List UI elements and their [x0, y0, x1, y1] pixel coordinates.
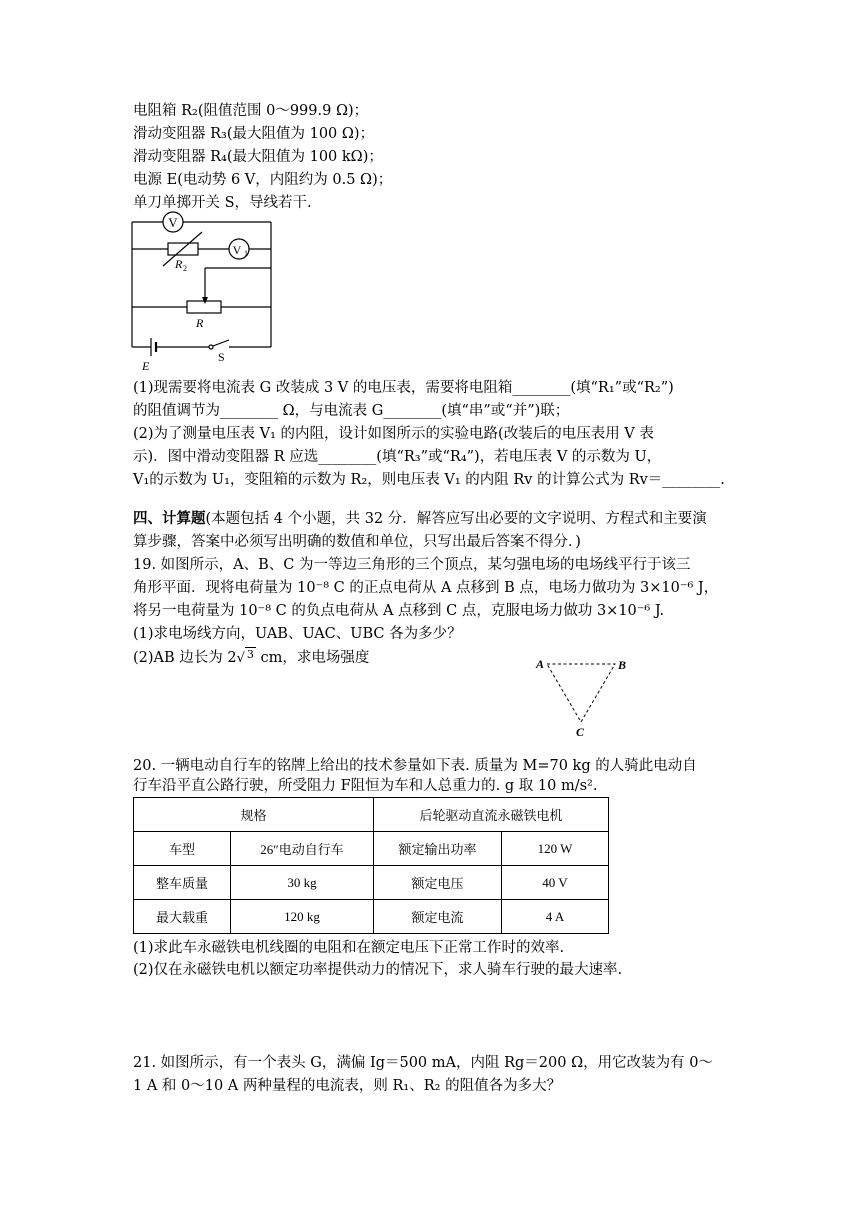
q21-line2: 1 A 和 0～10 A 两种量程的电流表，则 R₁、R₂ 的阻值各为多大？: [133, 1078, 562, 1094]
r-label: R: [196, 316, 204, 330]
table-row: [134, 866, 609, 900]
switch-blade: [213, 340, 229, 346]
q18-part2-line2: 示)．图中滑动变阻器 R 应选________(填“R₃”或“R₄”)，若电压表 V 的示数为 U，: [133, 449, 662, 465]
table-row: [134, 832, 609, 866]
table-cell: 车型: [134, 832, 231, 866]
q20-line2: 行车沿平直公路行驶，所受阻力 F阻恒为车和人总重力的. g 取 10 m/s².: [133, 778, 598, 794]
table-cell: 额定输出功率: [374, 832, 502, 866]
voltmeter-v-label: V: [168, 215, 178, 230]
component-s-line: 单刀单掷开关 S，导线若干.: [133, 195, 312, 211]
sqrt-radicand: 3: [246, 648, 254, 661]
table-cell: 额定电流: [374, 900, 502, 934]
q19-line3: 将另一电荷量为 10⁻⁸ C 的负点电荷从 A 点移到 C 点，克服电场力做功 3×10⁻⁶ J.: [133, 603, 665, 619]
table-row: [134, 798, 609, 832]
voltmeter-v1-label: V: [232, 243, 242, 257]
q18-part1-line2: 的阻值调节为________ Ω，与电流表 G________(填“串”或“并”)联；: [133, 403, 570, 419]
q19-part2-b: cm，求电场强度: [255, 650, 370, 666]
table-cell: 120 kg: [231, 900, 374, 934]
component-r4-line: 滑动变阻器 R₄(最大阻值为 100 kΩ)；: [133, 149, 383, 165]
section4-desc-a: (本题包括 4 个小题，共 32 分．解答应写出必要的文字说明、方程式和主要演: [205, 511, 707, 527]
table-cell: 额定电压: [374, 866, 502, 900]
table-cell: 40 V: [502, 866, 609, 900]
table-header-motor: 后轮驱动直流永磁铁电机: [374, 798, 609, 832]
q19-part2: [133, 647, 369, 669]
vertex-b: B: [618, 658, 627, 672]
vertex-a: A: [536, 657, 545, 671]
q18-part1-line1: (1)现需要将电流表 G 改装成 3 V 的电压表，需要将电阻箱________(填“R₁”或“R₂”): [133, 380, 674, 396]
section4-desc-b: 算步骤，答案中必须写出明确的数值和单位，只写出最后答案不得分．): [133, 534, 581, 550]
component-r3-line: 滑动变阻器 R₃(最大阻值为 100 Ω)；: [133, 126, 375, 142]
triangle-diagram: [532, 652, 636, 742]
spec-table: [133, 797, 609, 934]
section4-heading: [133, 509, 707, 529]
table-cell: 26″电动自行车: [231, 832, 374, 866]
q18-part2-line3: V₁的示数为 U₁，变阻箱的示数为 R₂，则电压表 V₁ 的内阻 Rv 的计算公式为 Rv＝________.: [133, 472, 725, 488]
r2-label: R: [175, 257, 183, 271]
q19-part2-a: (2)AB 边长为 2: [133, 650, 237, 666]
q20-line1: 20. 一辆电动自行车的铭牌上给出的技术参量如下表. 质量为 M=70 kg 的人骑此电动自: [133, 758, 697, 774]
section4-title: 四、计算题: [133, 510, 206, 527]
q21-line1: 21. 如图所示，有一个表头 G，满偏 Ig＝500 mA，内阻 Rg＝200 Ω，用它改装为有 0～: [133, 1055, 713, 1071]
table-header-spec: 规格: [134, 798, 374, 832]
voltmeter-v1-sub: 1: [244, 249, 248, 258]
component-e-line: 电源 E(电动势 6 V，内阻约为 0.5 Ω)；: [133, 172, 393, 188]
circuit-diagram: [125, 210, 285, 375]
s-label: S: [218, 350, 225, 364]
table-cell: 最大载重: [134, 900, 231, 934]
r2-sub: 2: [183, 264, 187, 273]
rheostat-r: [187, 301, 221, 313]
q19-part1: (1)求电场线方向，UAB、UAC、UBC 各为多少？: [133, 626, 462, 642]
sqrt-symbol: √: [236, 651, 245, 666]
table-row: [134, 900, 609, 934]
q20-part1: (1)求此车永磁铁电机线圈的电阻和在额定电压下正常工作时的效率.: [133, 940, 565, 956]
table-cell: 120 W: [502, 832, 609, 866]
table-cell: 整车质量: [134, 866, 231, 900]
q18-part2-line1: (2)为了测量电压表 V₁ 的内阻，设计如图所示的实验电路(改装后的电压表用 V 表: [133, 426, 654, 442]
q20-part2: (2)仅在永磁铁电机以额定功率提供动力的情况下，求人骑车行驶的最大速率.: [133, 962, 623, 978]
component-r2-line: 电阻箱 R₂(阻值范围 0～999.9 Ω)；: [133, 103, 369, 119]
vertex-c: C: [576, 725, 585, 739]
q19-line2: 角形平面．现将电荷量为 10⁻⁸ C 的正点电荷从 A 点移到 B 点，电场力做功为 3×10⁻⁶ J，: [133, 580, 719, 596]
table-cell: 30 kg: [231, 866, 374, 900]
table-cell: 4 A: [502, 900, 609, 934]
q19-line1: 19. 如图所示，A、B、C 为一等边三角形的三个顶点，某匀强电场的电场线平行于该三: [133, 557, 691, 573]
e-label: E: [142, 359, 150, 373]
switch-terminal: [209, 345, 213, 349]
